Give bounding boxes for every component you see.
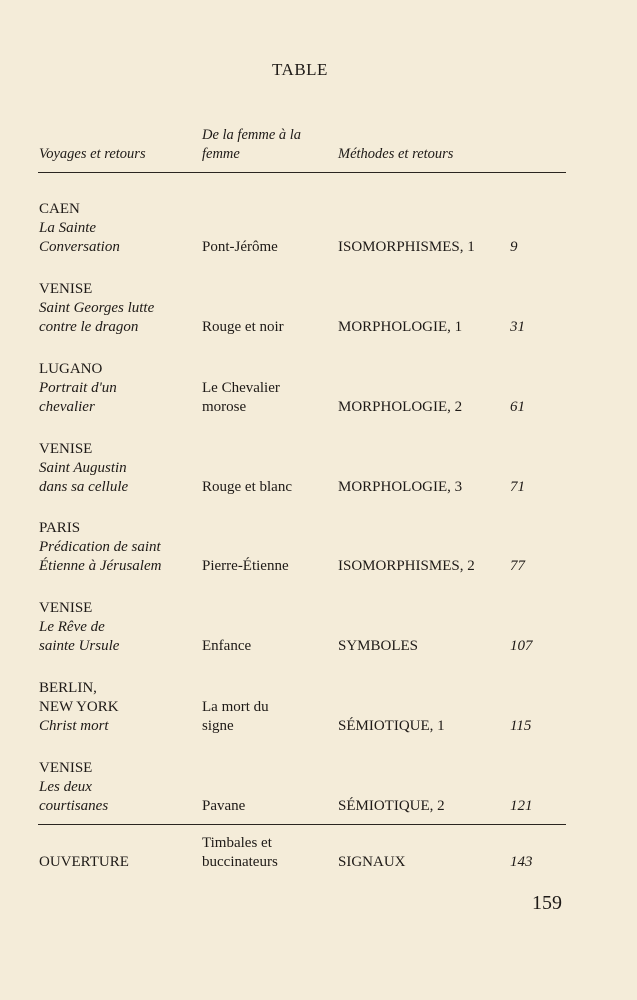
row-theme-line1: La mort du (202, 699, 269, 715)
header-col1: Voyages et retours (39, 146, 146, 162)
row-city-line1: BERLIN, (39, 680, 97, 696)
header-rule (38, 172, 566, 173)
row-page-number: 77 (510, 558, 525, 574)
final-method: SIGNAUX (338, 854, 406, 870)
row-theme: Rouge et noir (202, 319, 284, 335)
row-page-number: 9 (510, 239, 518, 255)
row-work-line2: courtisanes (39, 798, 109, 814)
row-theme-line1: Le Chevalier (202, 380, 280, 396)
final-page-number: 143 (510, 854, 533, 870)
row-work-line2: chevalier (39, 399, 95, 415)
final-label: OUVERTURE (39, 854, 129, 870)
row-work-line2: Conversation (39, 239, 120, 255)
header-col2-line2: femme (202, 146, 240, 162)
row-page-number: 71 (510, 479, 525, 495)
row-method: SÉMIOTIQUE, 1 (338, 718, 445, 734)
row-work-line1: Les deux (39, 779, 92, 795)
row-theme: Pierre-Étienne (202, 558, 289, 574)
page-title: TABLE (272, 60, 328, 79)
row-work-line2: contre le dragon (39, 319, 139, 335)
row-method: MORPHOLOGIE, 1 (338, 319, 463, 335)
row-work-line1: Saint Georges lutte (39, 300, 155, 316)
row-theme-line2: signe (202, 718, 234, 734)
header-col3: Méthodes et retours (338, 146, 454, 162)
row-theme: Rouge et blanc (202, 479, 292, 495)
row-city: VENISE (39, 441, 93, 457)
row-city: PARIS (39, 520, 81, 536)
row-city: VENISE (39, 760, 93, 776)
row-city: CAEN (39, 201, 80, 217)
row-page-number: 107 (510, 638, 533, 654)
row-work-line1: Le Rêve de (39, 619, 105, 635)
row-method: MORPHOLOGIE, 3 (338, 479, 463, 495)
final-theme-line1: Timbales et (202, 835, 272, 851)
row-work-line1: Saint Augustin (39, 460, 127, 476)
row-city: VENISE (39, 281, 93, 297)
row-method: ISOMORPHISMES, 1 (338, 239, 475, 255)
folio-page-number: 159 (532, 892, 562, 914)
row-theme: Pont-Jérôme (202, 239, 278, 255)
row-city: VENISE (39, 600, 93, 616)
row-work-line1: La Sainte (39, 220, 97, 236)
row-method: SYMBOLES (338, 638, 419, 654)
header-col2-line1: De la femme à la (202, 127, 302, 143)
row-city: LUGANO (39, 361, 103, 377)
row-theme-line2: morose (202, 399, 247, 415)
row-work-line2: dans sa cellule (39, 479, 129, 495)
final-theme-line2: buccinateurs (202, 854, 278, 870)
row-theme: Enfance (202, 638, 252, 654)
row-work-line1: Portrait d'un (39, 380, 117, 396)
row-page-number: 121 (510, 798, 533, 814)
row-work-line2: Christ mort (39, 718, 109, 734)
row-theme: Pavane (202, 798, 246, 814)
footer-rule (38, 824, 566, 825)
row-page-number: 31 (510, 319, 525, 335)
row-work-line2: Étienne à Jérusalem (39, 558, 162, 574)
row-work-line2: sainte Ursule (39, 638, 120, 654)
row-method: SÉMIOTIQUE, 2 (338, 798, 445, 814)
row-method: MORPHOLOGIE, 2 (338, 399, 463, 415)
row-page-number: 61 (510, 399, 525, 415)
row-page-number: 115 (510, 718, 532, 734)
row-method: ISOMORPHISMES, 2 (338, 558, 475, 574)
row-work-line1: Prédication de saint (39, 539, 161, 555)
row-city-line2: NEW YORK (39, 699, 119, 715)
